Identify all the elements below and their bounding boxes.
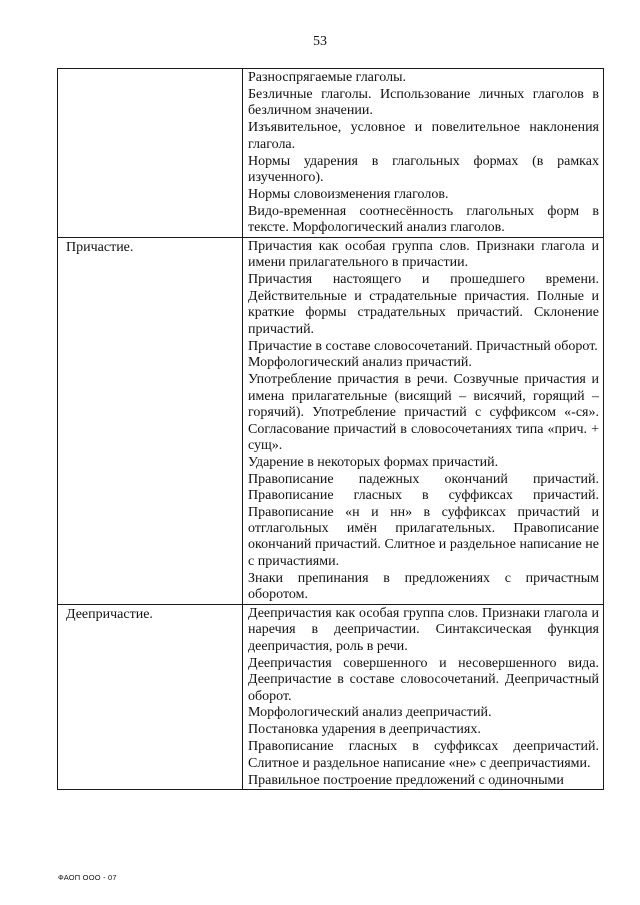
content-paragraph: Правописание гласных в суффиксах деепричастий. Слитное и раздельное написание «не» с деепричастиями. — [248, 739, 599, 771]
content-cell — [243, 69, 604, 238]
content-paragraph: Безличные глаголы. Использование личных глаголов в безличном значении. — [248, 86, 599, 119]
content-paragraph: Причастие в составе словосочетаний. Причастный оборот. — [248, 338, 598, 354]
content-paragraph: Деепричастия как особая группа слов. Признаки глагола и наречия в деепричастии. Синтаксическая функция деепричастия, роль в речи. — [248, 606, 599, 654]
topic-cell: Причастие. — [58, 238, 243, 605]
content-paragraph: Видо-временная соотнесённость глагольных форм в тексте. Морфологический анализ глаголов. — [248, 203, 599, 236]
content-cell — [243, 605, 604, 790]
table-row — [58, 238, 604, 605]
content-paragraph: Ударение в некоторых формах причастий. — [248, 454, 499, 470]
document-code-footer: ФАОП ООО - 07 — [58, 873, 117, 882]
content-paragraph: Постановка ударения в деепричастиях. — [248, 722, 481, 738]
content-paragraph: Употребление причастия в речи. Созвучные причастия и имена прилагательные (висящий – висячий, горящий – горячий). Употребление причастий с суффиксом «-ся». Согласование причастий в словосочетаниях типа «прич. + сущ». — [248, 372, 599, 453]
content-paragraph: Правильное построение предложений с одиночными — [248, 772, 564, 788]
page-number: 53 — [313, 34, 327, 49]
content-paragraph: Разноспрягаемые глаголы. — [248, 70, 406, 85]
table-row — [58, 605, 604, 790]
table-row — [58, 69, 604, 238]
content-paragraph: Знаки препинания в предложениях с причастным оборотом. — [248, 570, 599, 603]
content-paragraph: Нормы ударения в глагольных формах (в рамках изученного). — [248, 153, 599, 185]
content-paragraph: Причастия настоящего и прошедшего времени. Действительные и страдательные причастия. Полные и краткие формы страдательных причастий. Склонение причастий. — [248, 272, 599, 337]
content-paragraph: Морфологический анализ деепричастий. — [248, 705, 492, 721]
content-paragraph: Деепричастия совершенного и несовершенного вида. Деепричастие в составе словосочетаний. Деепричастный оборот. — [248, 655, 599, 704]
content-paragraph: Причастия как особая группа слов. Признаки глагола и имени прилагательного в причастии. — [248, 239, 599, 271]
topic-cell — [58, 69, 243, 238]
content-paragraph: Правописание падежных окончаний причастий. Правописание гласных в суффиксах причастий. Правописание «н и нн» в суффиксах причастий и отглагольных имён прилагательных. Правописание окончаний причастий. Слитное и раздельное написание не с причастиями. — [248, 471, 599, 569]
curriculum-table — [57, 68, 604, 790]
content-paragraph: Нормы словоизменения глаголов. — [248, 186, 449, 202]
content-paragraph: Морфологический анализ причастий. — [248, 355, 472, 371]
topic-cell: Деепричастие. — [58, 605, 243, 790]
content-paragraph: Изъявительное, условное и повелительное наклонения глагола. — [248, 120, 599, 152]
content-cell — [243, 238, 604, 605]
